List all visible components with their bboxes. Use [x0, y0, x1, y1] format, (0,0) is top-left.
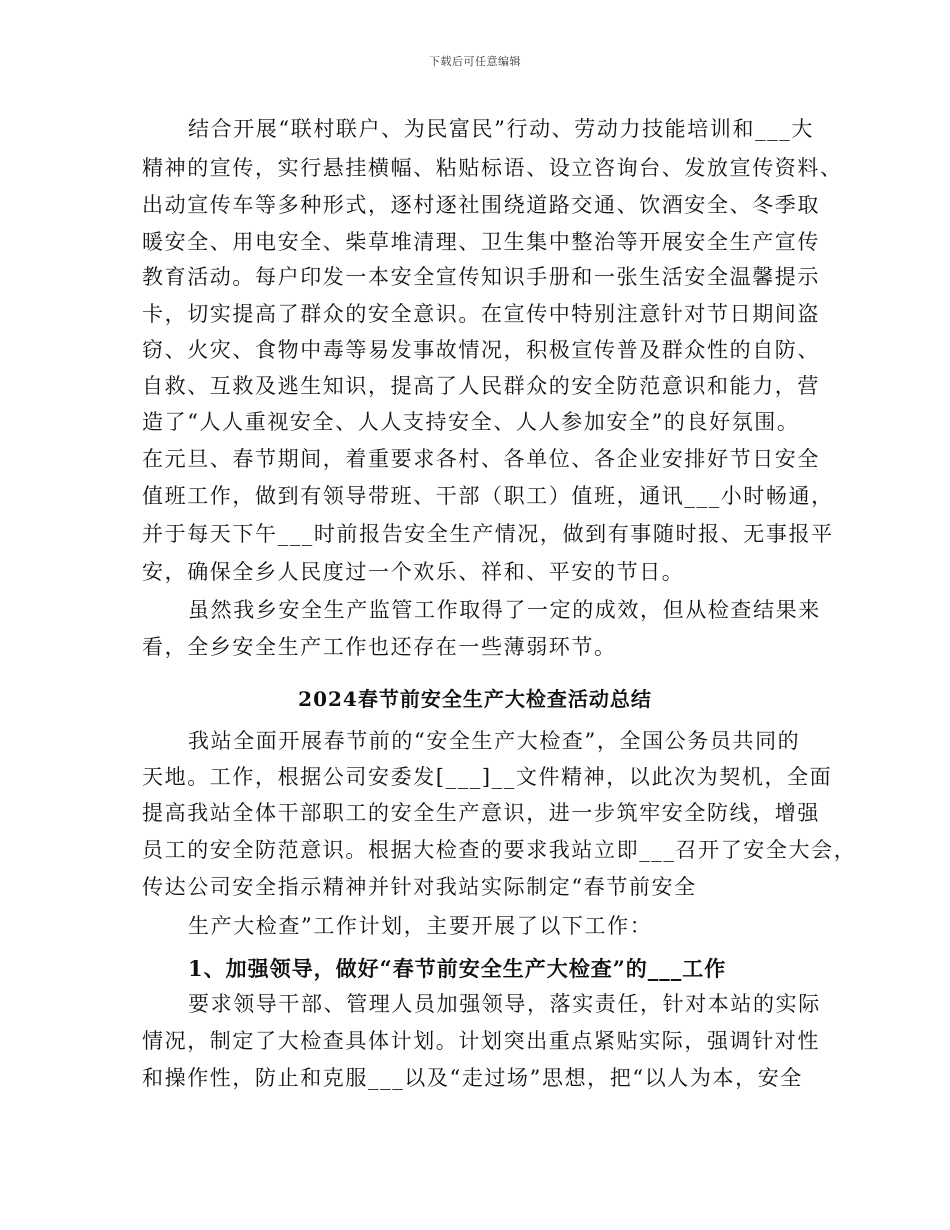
paragraph-line: 精神的宣传，实行悬挂横幅、粘贴标语、设立咨询台、发放宣传资料、: [142, 156, 843, 180]
paragraph-line: 造了“人人重视安全、人人支持安全、人人参加安全”的良好氛围。: [142, 410, 800, 434]
page-header: 下载后可任意编辑: [429, 55, 521, 68]
section-heading: 1、加强领导，做好“春节前安全生产大检查”的___工作: [188, 956, 727, 981]
paragraph-line: 窃、火灾、食物中毒等易发事故情况，积极宣传普及群众性的自防、: [142, 338, 820, 362]
paragraph-line: 要求领导干部、管理人员加强领导，落实责任，针对本站的实际: [188, 992, 821, 1016]
paragraph-line: 自救、互救及逃生知识，提高了人民群众的安全防范意识和能力，营: [142, 374, 820, 398]
paragraph-line: 暖安全、用电安全、柴草堆清理、卫生集中整治等开展安全生产宣传: [142, 230, 820, 254]
paragraph-line: 值班工作，做到有领导带班、干部（职工）值班，通讯___小时畅通，: [142, 484, 834, 508]
paragraph-line: 虽然我乡安全生产监管工作取得了一定的成效，但从检查结果来: [188, 598, 821, 622]
paragraph-line: 安，确保全乡人民度过一个欢乐、祥和、平安的节日。: [142, 560, 685, 584]
paragraph-line: 卡，切实提高了群众的安全意识。在宣传中特别注意针对节日期间盗: [142, 302, 820, 326]
paragraph-line: 员工的安全防范意识。根据大检查的要求我站立即___召开了安全大会，: [142, 838, 857, 862]
paragraph-line: 出动宣传车等多种形式，逐村逐社围绕道路交通、饮酒安全、冬季取: [142, 193, 820, 217]
paragraph-line: 情况，制定了大检查具体计划。计划突出重点紧贴实际，强调针对性: [142, 1029, 820, 1053]
paragraph-line: 教育活动。每户印发一本安全宣传知识手册和一张生活安全温馨提示: [142, 265, 820, 289]
paragraph-line: 提高我站全体干部职工的安全生产意识，进一步筑牢安全防线，增强: [142, 801, 820, 825]
paragraph-line: 生产大检查”工作计划，主要开展了以下工作：: [188, 914, 653, 938]
paragraph-line: 传达公司安全指示精神并针对我站实际制定“春节前安全: [142, 875, 697, 899]
paragraph-line: 看，全乡安全生产工作也还存在一些薄弱环节。: [142, 635, 617, 659]
paragraph-line: 并于每天下午___时前报告安全生产情况，做到有事随时报、无事报平: [142, 522, 834, 546]
paragraph-line: 天地。工作，根据公司安委发[___]__文件精神，以此次为契机，全面: [142, 765, 833, 789]
document-title: 2024春节前安全生产大检查活动总结: [298, 687, 652, 711]
paragraph-line: 在元旦、春节期间，着重要求各村、各单位、各企业安排好节日安全: [142, 447, 820, 471]
paragraph-line: 和操作性，防止和克服___以及“走过场”思想，把“以人为本，安全: [142, 1066, 803, 1090]
paragraph-line: 我站全面开展春节前的“安全生产大检查”，全国公务员共同的: [188, 729, 801, 753]
paragraph-line: 结合开展“联村联户、为民富民”行动、劳动力技能培训和___大: [188, 117, 814, 141]
